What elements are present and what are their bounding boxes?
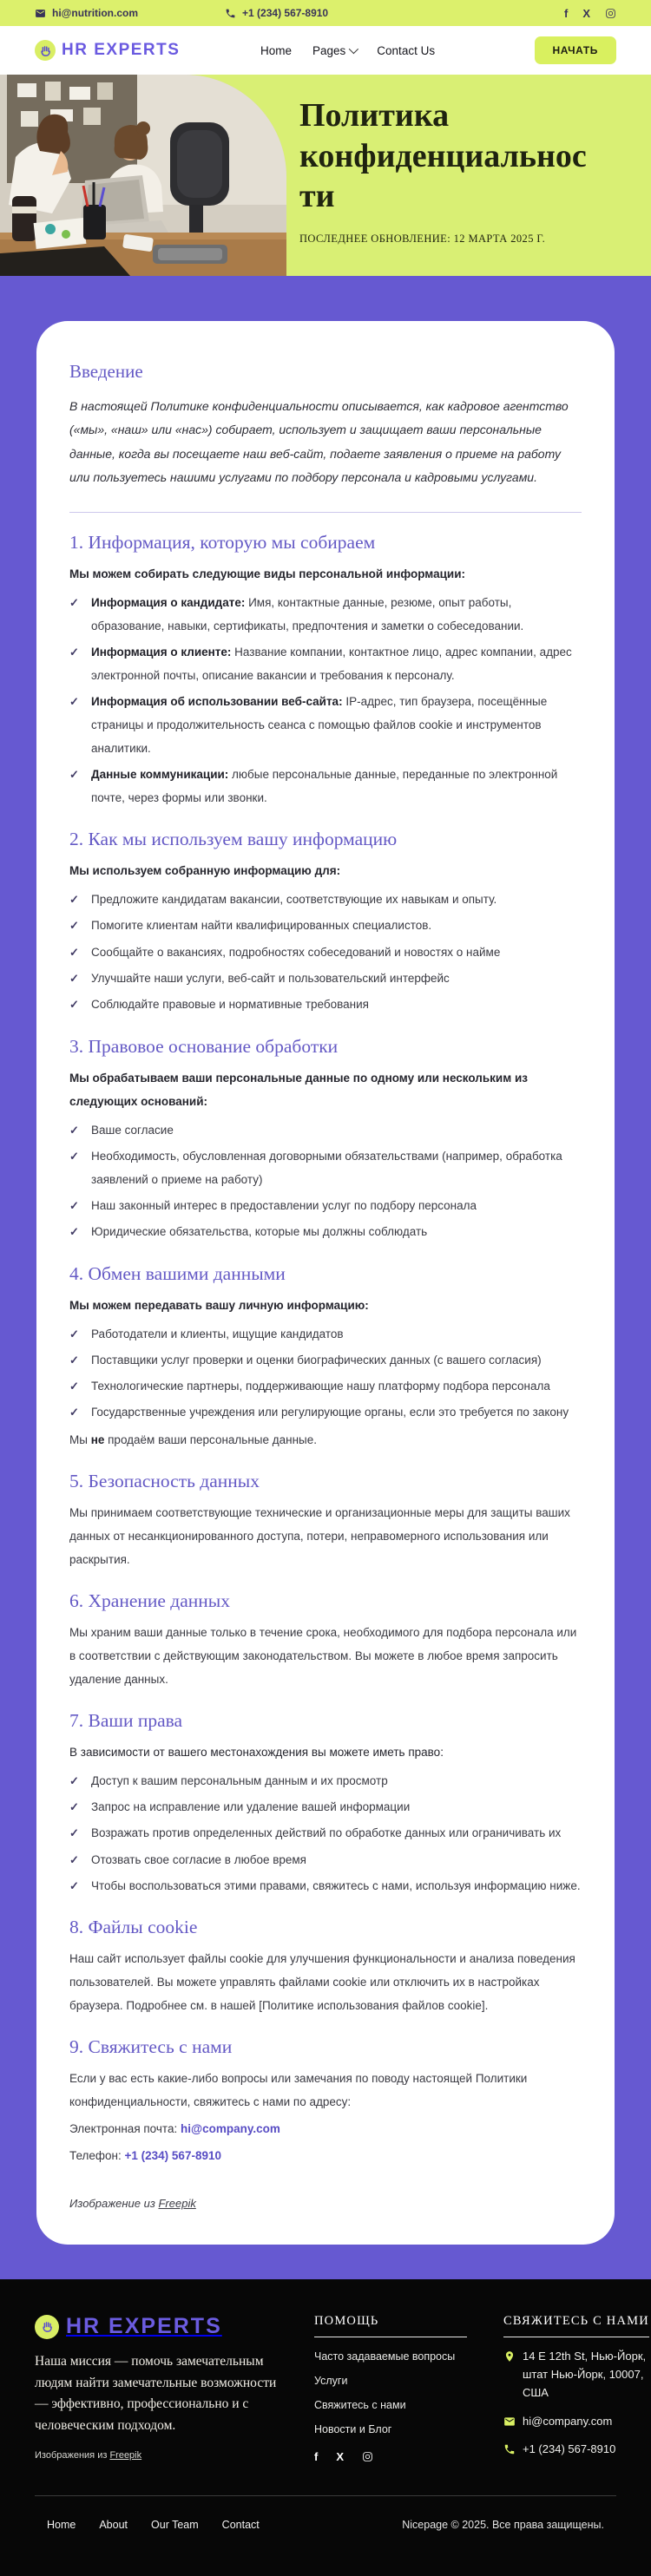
section-heading: 7. Ваши права — [69, 1709, 183, 1731]
bold-text: Информация о клиенте: — [91, 646, 232, 659]
help-link-item — [314, 2372, 467, 2389]
page-title: Политика конфиденциальности — [299, 97, 587, 215]
check-icon: ✓ — [69, 1406, 79, 1419]
section-heading: 3. Правовое основание обработки — [69, 1035, 339, 1057]
policy-section — [69, 1471, 582, 1571]
section-lead: Мы используем собранную информацию для: — [69, 864, 341, 878]
list-item — [69, 1874, 582, 1898]
logo[interactable] — [35, 40, 180, 61]
list-item-text: Чтобы воспользоваться этими правами, свяжитесь с нами, используя информацию ниже. — [91, 1878, 581, 1892]
list-item — [69, 1118, 582, 1142]
help-link-item — [314, 2396, 467, 2414]
list-item-text: Необходимость, обусловленная договорными обязательствами (например, обработка заявлений о приеме на работу) — [91, 1149, 562, 1186]
check-icon: ✓ — [69, 768, 79, 782]
nav-pages[interactable]: Pages — [312, 44, 356, 57]
bold-text: Информация об использовании веб-сайта: — [91, 695, 343, 709]
help-links — [314, 2348, 467, 2438]
check-icon: ✓ — [69, 695, 79, 709]
bottom-nav-link[interactable]: Our Team — [151, 2519, 199, 2532]
list-item-text: Юридические обязательства, которые мы должны соблюдать — [91, 1225, 428, 1239]
section-lead: Мы обрабатываем ваши персональные данные по одному или нескольким из следующих оснований: — [69, 1071, 528, 1108]
bottom-nav-link[interactable]: About — [99, 2519, 128, 2532]
contact-phone — [503, 2441, 649, 2459]
contact-email-link[interactable]: hi@company.com — [523, 2414, 613, 2428]
main-nav — [260, 44, 435, 57]
list-item-text: Помогите клиентам найти квалифицированных специалистов. — [91, 919, 432, 933]
footer-contact-column — [503, 2314, 649, 2469]
help-heading: ПОМОЩЬ — [314, 2314, 467, 2337]
topbar-social — [564, 7, 616, 20]
nav-home[interactable]: Home — [260, 43, 293, 57]
list-item-text: Доступ к вашим персональным данным и их просмотр — [91, 1773, 388, 1787]
phone-icon — [225, 8, 236, 19]
list-item — [69, 1220, 582, 1243]
topbar-email-text: hi@nutrition.com — [52, 7, 139, 19]
start-button[interactable]: НАЧАТЬ — [535, 36, 616, 64]
footer-logo-hand-icon — [35, 2315, 59, 2339]
list-item — [69, 763, 582, 810]
list-item — [69, 941, 582, 964]
list-item-text: Предложите кандидатам вакансии, соответствующие их навыкам и опыту. — [91, 893, 497, 907]
check-icon: ✓ — [69, 1773, 79, 1787]
section-heading: 4. Обмен вашими данными — [69, 1262, 286, 1284]
check-icon: ✓ — [69, 1800, 79, 1814]
footer-facebook-icon[interactable]: f — [314, 2450, 319, 2464]
check-icon: ✓ — [69, 1353, 79, 1367]
policy-section — [69, 532, 582, 810]
location-pin-icon — [503, 2350, 516, 2363]
footer-logo[interactable] — [35, 2314, 279, 2339]
chevron-down-icon — [349, 44, 358, 54]
instagram-icon[interactable] — [605, 8, 616, 19]
contact-email — [503, 2413, 649, 2431]
section-paragraph: Мы не продаём ваши персональные данные. — [69, 1432, 318, 1446]
check-icon: ✓ — [69, 972, 79, 986]
list-item — [69, 888, 582, 911]
section-heading: 6. Хранение данных — [69, 1590, 230, 1611]
list-item-text: Работодатели и клиенты, ищущие кандидатов — [91, 1327, 344, 1340]
inline-contact-link[interactable]: +1 (234) 567-8910 — [124, 2149, 221, 2163]
section-heading: 2. Как мы используем вашу информацию — [69, 829, 398, 850]
contact-phone-link[interactable]: +1 (234) 567-8910 — [523, 2442, 616, 2456]
facebook-icon[interactable]: f — [563, 6, 569, 20]
list-item-text: Информация об использовании веб-сайта: IP-адрес, тип браузера, посещённые страницы и продолжительность сеанса с помощью файлов cookie и инструментов аналитики. — [91, 695, 548, 756]
list-item — [69, 1322, 582, 1346]
list-item — [69, 640, 582, 687]
policy-sections — [69, 532, 582, 2167]
list-item — [69, 690, 582, 760]
help-link[interactable]: Новости и Блог — [314, 2423, 392, 2436]
footer-credit-text: Изображения из — [35, 2450, 110, 2461]
section-heading: 5. Безопасность данных — [69, 1470, 260, 1491]
check-icon: ✓ — [69, 945, 79, 959]
hero-photo — [0, 75, 286, 276]
check-icon: ✓ — [69, 1198, 79, 1212]
help-link-item — [314, 2348, 467, 2365]
section-paragraph: Мы храним ваши данные только в течение срока, необходимого для подбора персонала или в соответствии с действующим законодательством. Вы можете в любое время запросить удаление данных. — [69, 1625, 577, 1686]
list-item — [69, 1374, 582, 1398]
footer-image-credit — [35, 2450, 279, 2461]
section-heading: 8. Файлы cookie — [69, 1917, 198, 1938]
last-updated: ПОСЛЕДНЕЕ ОБНОВЛЕНИЕ: 12 МАРТА 2025 Г. — [299, 233, 546, 246]
contact-address — [503, 2348, 649, 2402]
policy-section — [69, 829, 582, 1016]
list-item-text: Данные коммуникации: любые персональные данные, переданные по электронной почте, через формы или звонки. — [91, 768, 558, 805]
list-item-text: Наш законный интерес в предоставлении услуг по подбору персонала — [91, 1198, 477, 1212]
section-lead: Мы можем собирать следующие виды персональной информации: — [69, 567, 466, 581]
help-link-item — [314, 2421, 467, 2438]
mission-text: Наша миссия — помочь замечательным людям найти замечательные возможности — эффективно, профессионально и с человеческим подходом. — [35, 2354, 277, 2433]
phone-icon — [503, 2443, 516, 2455]
footer-logo-text: HR EXPERTS — [66, 2314, 222, 2339]
list-item — [69, 1795, 582, 1819]
footer-bottom-links — [47, 2519, 260, 2531]
check-icon: ✓ — [69, 1149, 79, 1163]
section-heading: 1. Информация, которую мы собираем — [69, 532, 376, 554]
list-item — [69, 993, 582, 1016]
envelope-icon — [503, 2415, 516, 2428]
hero — [0, 75, 651, 276]
footer-brand-column — [35, 2314, 279, 2469]
intro-heading: Введение — [69, 361, 143, 382]
check-list — [69, 591, 582, 810]
check-list — [69, 1118, 582, 1244]
intro-paragraph: В настоящей Политике конфиденциальности описывается, как кадровое агентство («мы», «наш» или «нас») собирает, использует и защищает ваши персональные данные, когда вы посещаете наш веб-сайт, подаете заявления о приеме на работу или пользуетесь нашими услугами по подбору персонала и кадровыми услугами. — [69, 399, 569, 484]
list-item — [69, 1821, 582, 1845]
policy-section — [69, 1036, 582, 1244]
help-link[interactable]: Услуги — [314, 2375, 348, 2388]
list-item — [69, 1194, 582, 1217]
check-list — [69, 1769, 582, 1898]
section-heading: 9. Свяжитесь с нами — [69, 2036, 233, 2058]
bold-text: Данные коммуникации: — [91, 768, 229, 782]
list-item-text: Информация о клиенте: Название компании, контактное лицо, адрес компании, адрес электронной почты, описание вакансии и требования к персоналу. — [91, 646, 572, 683]
list-item-text: Запрос на исправление или удаление вашей информации — [91, 1800, 411, 1814]
section-paragraph: Телефон: +1 (234) 567-8910 — [69, 2149, 221, 2163]
footer-freepik-link[interactable]: Freepik — [109, 2450, 142, 2461]
image-credit-text: Изображение из — [69, 2197, 159, 2211]
list-item-text: Поставщики услуг проверки и оценки биографических данных (с вашего согласия) — [91, 1353, 542, 1367]
policy-section — [69, 2036, 582, 2167]
inline-contact-link[interactable]: hi@company.com — [180, 2122, 280, 2136]
footer-social — [314, 2450, 467, 2463]
section-lead: Мы можем передавать вашу личную информацию: — [69, 1298, 369, 1312]
check-icon: ✓ — [69, 1123, 79, 1137]
divider — [69, 512, 582, 513]
policy-section — [69, 1710, 582, 1898]
list-item-text: Улучшайте наши услуги, веб-сайт и пользовательский интерфейс — [91, 972, 450, 986]
check-icon: ✓ — [69, 646, 79, 659]
logo-text: HR EXPERTS — [62, 41, 181, 59]
section-paragraph: Если у вас есть какие-либо вопросы или замечания по поводу настоящей Политики конфиденциальности, свяжитесь с нами по адресу: — [69, 2072, 528, 2109]
footer-columns — [35, 2314, 649, 2469]
policy-section — [69, 1917, 582, 2017]
freepik-link[interactable]: Freepik — [158, 2197, 196, 2211]
site-header — [0, 26, 651, 75]
bold-text: не — [90, 1432, 105, 1446]
hero-copy — [299, 95, 588, 246]
list-item — [69, 1400, 582, 1424]
x-twitter-icon[interactable]: X — [582, 6, 590, 20]
list-item — [69, 1769, 582, 1793]
list-item-text: Государственные учреждения или регулирующие органы, если это требуется по закону — [91, 1406, 569, 1419]
check-icon: ✓ — [69, 1327, 79, 1340]
footer-x-twitter-icon[interactable]: X — [336, 2450, 345, 2464]
check-icon: ✓ — [69, 1380, 79, 1393]
footer-bottom-bar — [35, 2496, 616, 2576]
footer-help-column — [314, 2314, 467, 2469]
topbar-phone-text: +1 (234) 567-8910 — [242, 7, 329, 19]
topbar-phone-link[interactable] — [225, 7, 328, 19]
content-background — [0, 276, 651, 2279]
list-item — [69, 967, 582, 990]
list-item-text: Соблюдайте правовые и нормативные требования — [91, 998, 369, 1012]
list-item-text: Технологические партнеры, поддерживающие нашу платформу подбора персонала — [91, 1380, 550, 1393]
footer-instagram-icon[interactable] — [362, 2450, 373, 2463]
check-icon: ✓ — [69, 1225, 79, 1239]
check-icon: ✓ — [69, 919, 79, 933]
check-icon: ✓ — [69, 893, 79, 907]
check-list — [69, 888, 582, 1016]
check-icon: ✓ — [69, 1878, 79, 1892]
check-icon: ✓ — [69, 1826, 79, 1840]
logo-hand-icon — [35, 40, 56, 61]
topbar — [0, 0, 651, 26]
list-item-text: Ваше согласие — [91, 1123, 174, 1137]
envelope-icon — [35, 8, 46, 19]
list-item — [69, 1848, 582, 1871]
check-list — [69, 1322, 582, 1425]
check-icon: ✓ — [69, 596, 79, 610]
policy-section — [69, 1263, 582, 1452]
list-item-text: Отозвать свое согласие в любое время — [91, 1852, 306, 1866]
list-item — [69, 914, 582, 937]
bottom-nav-link[interactable]: Home — [47, 2519, 76, 2532]
bottom-nav-link[interactable]: Contact — [221, 2519, 260, 2532]
check-icon: ✓ — [69, 1852, 79, 1866]
copyright: Nicepage © 2025. Все права защищены. — [402, 2519, 604, 2532]
list-item — [69, 1144, 582, 1191]
section-paragraph: Мы принимаем соответствующие технические и организационные меры для защиты ваших данных от несанкционированного доступа, потери, неправомерного использования или раскрытия. — [69, 1505, 570, 1566]
check-icon: ✓ — [69, 998, 79, 1012]
image-credit — [69, 2197, 582, 2210]
footer — [0, 2279, 651, 2576]
section-lead: В зависимости от вашего местонахождения вы можете иметь право: — [69, 1745, 444, 1759]
office-photo-illustration — [0, 75, 286, 276]
section-paragraph: Наш сайт использует файлы cookie для улучшения функциональности и анализа поведения пользователей. Вы можете управлять файлами cookie или отключить их в настройках браузера. Подробнее см. в нашей [Политике использования файлов cookie]. — [69, 1952, 575, 2013]
help-link[interactable]: Часто задаваемые вопросы — [314, 2350, 456, 2363]
list-item — [69, 1348, 582, 1372]
list-item — [69, 591, 582, 638]
contact-address-text: 14 E 12th St, Нью-Йорк, штат Нью-Йорк, 10007, США — [523, 2350, 647, 2399]
contact-heading: СВЯЖИТЕСЬ С НАМИ — [503, 2314, 649, 2337]
list-item-text: Информация о кандидате: Имя, контактные данные, резюме, опыт работы, образование, навыки, сертификаты, предпочтения и заметки о собеседовании. — [91, 596, 524, 633]
topbar-email-link[interactable] — [35, 7, 138, 19]
policy-card — [36, 321, 615, 2245]
nav-contact-us[interactable]: Contact Us — [377, 43, 436, 57]
section-paragraph: Электронная почта: hi@company.com — [69, 2122, 280, 2136]
policy-section — [69, 1590, 582, 1691]
list-item-text: Возражать против определенных действий по обработке данных или ограничивать их — [91, 1826, 562, 1840]
bold-text: Информация о кандидате: — [91, 596, 246, 610]
help-link[interactable]: Свяжитесь с нами — [314, 2399, 406, 2412]
list-item-text: Сообщайте о вакансиях, подробностях собеседований и новостях о найме — [91, 945, 501, 959]
